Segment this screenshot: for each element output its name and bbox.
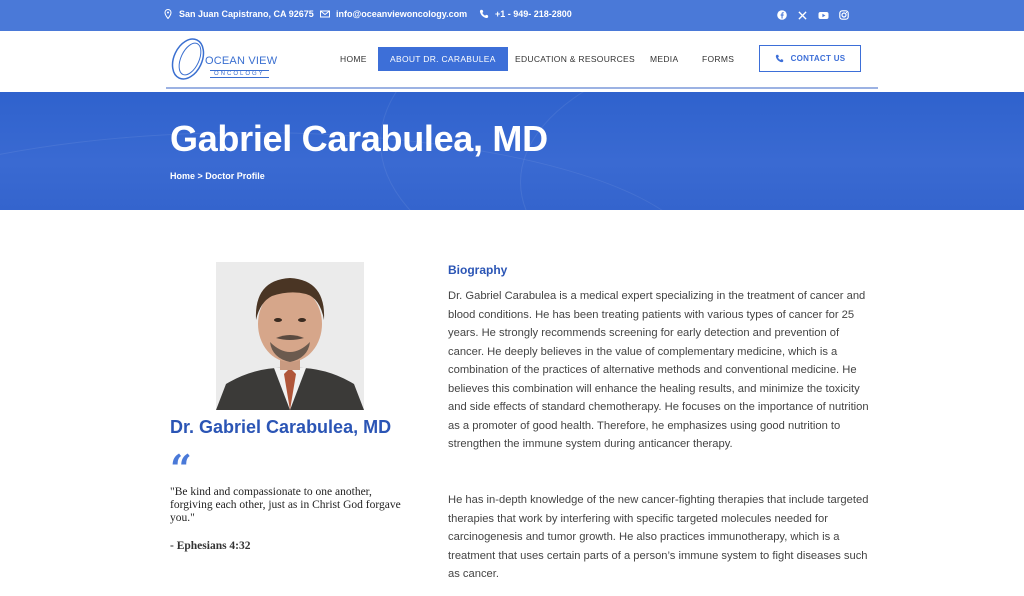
doctor-photo bbox=[216, 262, 364, 410]
nav-item-education[interactable]: EDUCATION & RESOURCES bbox=[515, 54, 635, 64]
breadcrumb[interactable]: Home > Doctor Profile bbox=[170, 171, 265, 181]
contact-us-button[interactable] bbox=[759, 45, 861, 72]
top-info-bar bbox=[0, 0, 1024, 31]
doctor-name: Dr. Gabriel Carabulea, MD bbox=[170, 417, 392, 437]
nav-item-media[interactable]: MEDIA bbox=[650, 54, 679, 64]
quote-icon: “ bbox=[170, 446, 192, 491]
facebook-icon[interactable] bbox=[776, 9, 788, 21]
nav-item-about[interactable]: ABOUT DR. CARABULEA bbox=[378, 47, 508, 71]
phone-icon bbox=[775, 54, 784, 63]
phone-icon bbox=[479, 9, 489, 19]
contact-us-label: CONTACT US bbox=[790, 54, 846, 63]
logo-name[interactable]: OCEAN VIEW bbox=[205, 55, 278, 67]
nav-divider bbox=[166, 87, 878, 89]
quote-text: "Be kind and compassionate to one another, forgiving each other, just as in Christ God forgave you." bbox=[170, 486, 401, 524]
instagram-icon[interactable] bbox=[838, 9, 850, 21]
nav-item-forms[interactable]: FORMS bbox=[702, 54, 735, 64]
youtube-icon[interactable] bbox=[817, 9, 829, 21]
phone-link[interactable]: +1 - 949- 218-2800 bbox=[495, 9, 572, 19]
biography-paragraph: He has in-depth knowledge of the new cancer-fighting therapies that include targeted therapies that work by interfering with specific targeted molecules needed for carcinogenesis and tumor growth. He also practices immunotherapy, which is a treatment that uses certain parts of a person’s immune system to fight diseases such as cancer. bbox=[448, 494, 869, 580]
email-link[interactable]: info@oceanviewoncology.com bbox=[336, 9, 468, 19]
phone-item[interactable] bbox=[479, 9, 572, 19]
biography-heading: Biography bbox=[448, 263, 508, 277]
address-text: San Juan Capistrano, CA 92675 bbox=[179, 9, 314, 19]
email-item[interactable] bbox=[320, 9, 467, 19]
doctor-portrait-icon bbox=[216, 262, 364, 410]
logo-subtitle: ONCOLOGY bbox=[210, 70, 269, 78]
page-hero bbox=[0, 92, 1024, 210]
address-item bbox=[163, 9, 314, 19]
quote-source: - Ephesians 4:32 bbox=[170, 540, 251, 552]
main-navigation bbox=[0, 31, 1024, 92]
x-icon[interactable] bbox=[796, 9, 808, 21]
page-title: Gabriel Carabulea, MD bbox=[170, 118, 548, 159]
envelope-icon bbox=[320, 9, 330, 19]
map-pin-icon bbox=[163, 9, 173, 19]
nav-item-home[interactable]: HOME bbox=[340, 54, 367, 64]
biography-paragraph: Dr. Gabriel Carabulea is a medical expert specializing in the treatment of cancer and blood conditions. He has been treating patients with various types of cancer for 25 years. He strongly recommends screening for early detection and prevention of cancer. He deeply believes in the value of complementary medicine, which is a combination of the practices of alternative methods and conventional medicine. He believes this combination will enhance the healing results, and minimize the toxicity and side effects of standard chemotherapy. He focuses on the importance of nutrition as a promoter of good health. Therefore, he emphasizes using good nutrition to strengthen the immune system during anticancer therapy. bbox=[448, 290, 869, 450]
